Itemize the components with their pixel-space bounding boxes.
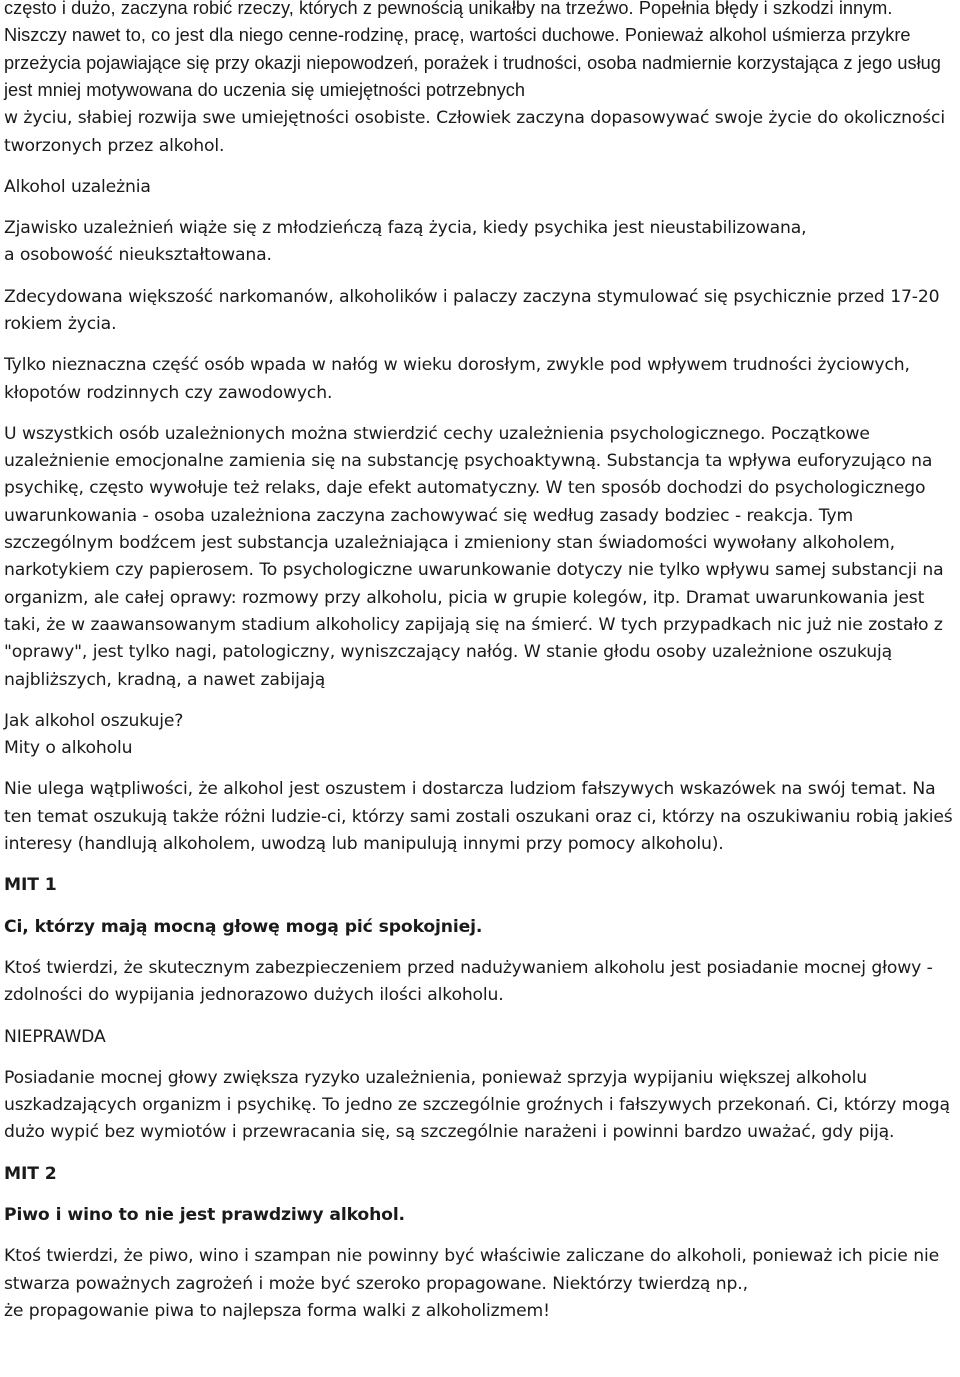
myth-1-explanation: Posiadanie mocnej głowy zwiększa ryzyko uzależnienia, ponieważ sprzyja wypijaniu większej alkoholu uszkadzających organizm i psychikę. To jedno ze szczególnie groźnych i fałszywych przekonań. Ci, którzy mogą dużo wypić bez wymiotów i przewracania się, są szczególnie narażeni i powinni bardzo uważać, gdy piją.: [4, 1067, 950, 1143]
paragraph-majority: Zdecydowana większość narkomanów, alkoholików i palaczy zaczyna stymulować się psychicznie przed 17-20 rokiem życia.: [4, 286, 940, 334]
intro-text-part2: w życiu, słabiej rozwija swe umiejętności osobiste. Człowiek zaczyna dopasowywać swoje życie do okoliczności tworzonych przez alkohol.: [4, 108, 945, 157]
paragraph-no-doubt: Nie ulega wątpliwości, że alkohol jest oszustem i dostarcza ludziom fałszywych wskazówek na swój temat. Na ten temat oszukują także różni ludzie-ci, którzy sami zostali oszukani oraz ci, którzy na oszukiwaniu robią jakieś interesy (handlują alkoholem, uwodzą lub manipulują innymi przy pomocy alkoholu).: [4, 779, 953, 855]
myth-1-claim: Ci, którzy mają mocną głowę mogą pić spokojniej.: [4, 916, 483, 937]
myth-2-text: [4, 1243, 956, 1325]
myth-2-label: MIT 2: [4, 1163, 57, 1184]
heading-jak-alkohol-oszukuje: Jak alkohol oszukuje?: [4, 710, 184, 731]
myth-1-verdict: NIEPRAWDA: [4, 1026, 106, 1047]
intro-paragraph: [4, 0, 956, 161]
heading-mity-o-alkoholu: Mity o alkoholu: [4, 738, 133, 759]
myth-1-label: MIT 1: [4, 875, 57, 896]
myth-1-text: Ktoś twierdzi, że skutecznym zabezpieczeniem przed nadużywaniem alkoholu jest posiadanie mocnej głowy - zdolności do wypijania jednorazowo dużych ilości alkoholu.: [4, 957, 933, 1006]
paragraph-psychological-dependence: U wszystkich osób uzależnionych można stwierdzić cechy uzależnienia psychologicznego. Początkowe uzależnienie emocjonalne zamienia się na substancję psychoaktywną. Substancja ta wpływa euforyzująco na psychikę, często wywołuje też relaks, daje efekt automatyczny. W ten sposób dochodzi do psychologicznego uwarunkowania - osoba uzależniona zaczyna zachowywać się według zasady bodziec - reakcja. Tym szczególnym bodźcem jest substancja uzależniająca i zmieniony stan świadomości wywołany alkoholem, narkotykiem czy papierosem. To psychologiczne uwarunkowanie dotyczy nie tylko wpływu samej substancji na organizm, ale całej oprawy: rozmowy przy alkoholu, picia w grupie kolegów, itp. Dramat uwarunkowania jest taki, że w zaawansowanym stadium alkoholicy zapijają się na śmierć. W tych przypadkach nic już nie zostało z "oprawy", jest tylko nagi, patologiczny, wyniszczający nałóg. W stanie głodu osoby uzależnione oszukują najbliższych, kradną, a nawet zabijają: [4, 423, 944, 690]
phenomenon-line-1: Zjawisko uzależnień wiąże się z młodzieńczą fazą życia, kiedy psychika jest nieustabilizowana,: [4, 218, 807, 239]
paragraph-phenomenon: [4, 215, 956, 270]
myth-2-text-line-2: że propagowanie piwa to najlepsza forma walki z alkoholizmem!: [4, 1300, 550, 1321]
myth-2-text-line-1: Ktoś twierdzi, że piwo, wino i szampan nie powinny być właściwie zaliczane do alkoholi, ponieważ ich picie nie stwarza poważnych zagrożeń i może być szeroko propagowane. Niektórzy twierdzą np.,: [4, 1246, 940, 1294]
phenomenon-line-2: a osobowość nieukształtowana.: [4, 245, 272, 266]
intro-text-part1: często i dużo, zaczyna robić rzeczy, których z pewnością unikałby na trzeźwo. Popełnia błędy i szkodzi innym. Niszczy nawet to, co jest dla niego cenne-rodzinę, pracę, wartości duchowe. Ponieważ alkohol uśmierza przykre przeżycia pojawiające się przy okazji niepowodzeń, porażek i trudności, osoba nadmiernie korzystająca z jego usług jest mniej motywowana do uczenia się umiejętności potrzebnych: [4, 0, 941, 100]
myth-2-claim: Piwo i wino to nie jest prawdziwy alkohol.: [4, 1204, 405, 1225]
heading-alkohol-uzaleznia: Alkohol uzależnia: [4, 176, 151, 197]
paragraph-minority: Tylko nieznaczna część osób wpada w nałóg w wieku dorosłym, zwykle pod wpływem trudności życiowych, kłopotów rodzinnych czy zawodowych.: [4, 355, 910, 403]
